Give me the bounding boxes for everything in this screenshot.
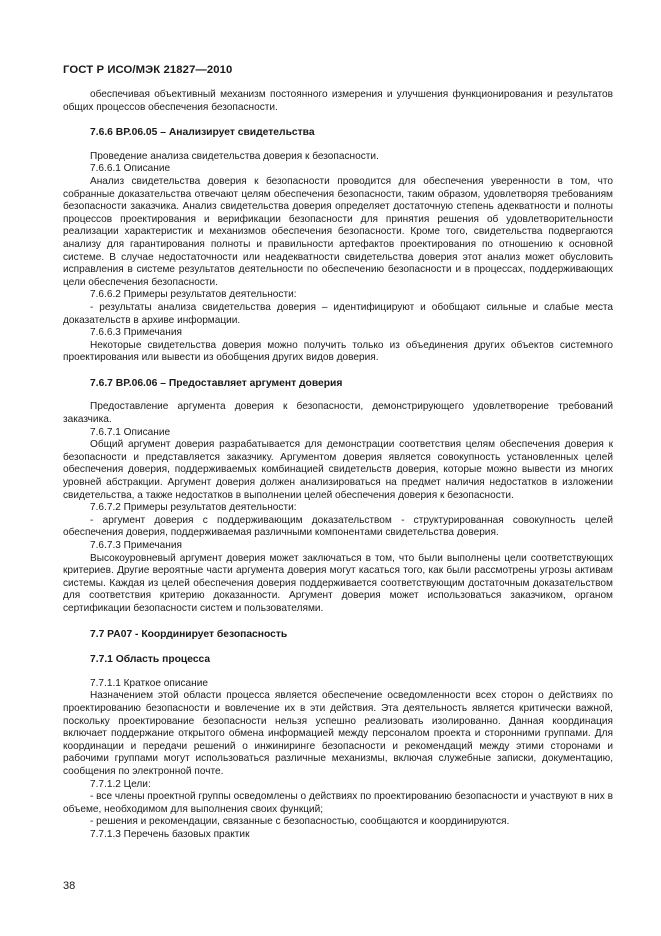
example-item-7-6-6-2: - результаты анализа свидетельства доверия – идентифицируют и обобщают сильные и слабые места доказательств в архиве информации. (63, 301, 613, 326)
notes-7-6-7-3: Высокоуровневый аргумент доверия может заключаться в том, что были выполнены цели соответствующих критериев. Другие вероятные части аргумента доверия могут касаться того, как были рассмотрены угрозы активам системы. Каждая из целей обеспечения доверия поддерживается соответствующим достаточным доказательством для соответствия критерию доказанности. Аргумент доверия может использоваться заказчиком, органом сертификации безопасности систем и пользователями. (63, 552, 613, 614)
description-7-6-6-1: Анализ свидетельства доверия к безопасности проводится для обеспечения уверенности в том, что собранные доказательства отвечают целям обеспечения безопасности, таким образом, удовлетворяя требованиям безопасности заказчика. Анализ свидетельства доверия определяет достаточную степень адекватности и полноты процессов проектирования и верификации безопасности для принятия решения об удовлетворительности реализации характеристик и механизмов обеспечения безопасности. Кроме того, свидетельства подвергаются анализу для гарантирования полноты и правильности артефактов проектирования по отношению к основной системе. В случае недостаточности или неадекватности свидетельства доверия этот анализ может обусловить исправления в системе результатов деятельности по обеспечению безопасности и в процессах, поддерживающих цели обеспечения безопасности. (63, 175, 613, 288)
label-7-7-1-1: 7.7.1.1 Краткое описание (90, 677, 208, 689)
page-body (63, 89, 613, 841)
section-summary-7-6-7: Предоставление аргумента доверия к безопасности, демонстрирующего удовлетворение требований заказчика. (63, 401, 613, 426)
label-7-6-7-1: 7.6.7.1 Описание (90, 426, 171, 438)
label-7-6-6-2: 7.6.6.2 Примеры результатов деятельности: (90, 289, 297, 301)
label-7-7-1-3: 7.7.1.3 Перечень базовых практик (90, 828, 250, 840)
goal-item-2: - решения и рекомендации, связанные с безопасностью, сообщаются и координируются. (90, 816, 510, 828)
page-number: 38 (63, 880, 76, 892)
section-heading-7-6-6: 7.6.6 BP.06.05 – Анализирует свидетельства (90, 127, 315, 139)
notes-7-6-6-3: Некоторые свидетельства доверия можно получить только из объединения других объектов системного проектирования или вывести из обобщения других видов доверия. (63, 339, 613, 364)
label-7-6-6-3: 7.6.6.3 Примечания (90, 327, 182, 339)
intro-paragraph: обеспечивая объективный механизм постоянного измерения и улучшения функционирования и результатов общих процессов обеспечения безопасности. (63, 89, 613, 113)
label-7-6-7-2: 7.6.7.2 Примеры результатов деятельности: (90, 502, 297, 514)
goal-item-1: - все члены проектной группы осведомлены о действиях по проектированию безопасности и участвуют в них в объеме, необходимом для выполнения своих функций; (63, 791, 613, 815)
section-heading-7-7-1: 7.7.1 Область процесса (90, 654, 211, 666)
section-summary-7-6-6: Проведение анализа свидетельства доверия к безопасности. (90, 150, 379, 162)
label-7-6-6-1: 7.6.6.1 Описание (90, 163, 171, 175)
description-7-6-7-1: Общий аргумент доверия разрабатывается для демонстрации соответствия целям обеспечения доверия к безопасности и представляется заказчику. Аргументом доверия является совокупность установленных целей обеспечения доверия, поддерживаемых комбинацией свидетельств доверия, которые можно вывести из многих уровней абстракции. Аргумент доверия должен анализироваться на предмет наличия недостатков в изложении свидетельства, а также недостатков в выполнении целей обеспечения доверия к безопасности. (63, 439, 613, 501)
brief-description-7-7-1-1: Назначением этой области процесса является обеспечение осведомленности всех сторон о действиях по проектированию безопасности и вовлечение их в эти действия. Эта деятельность является критически важной, поскольку проектирование безопасности нельзя успешно реализовать изолированно. Данная координация включает поддержание открытого обмена информацией между персоналом проекта и сторонними группами. Для координации и передачи решений о инжиниринге безопасности и рекомендаций между этими сторонами и рабочими группами могут использоваться различные механизмы, включая служебные записки, документацию, сообщения по электронной почте. (63, 690, 613, 777)
label-7-6-7-3: 7.6.7.3 Примечания (90, 540, 182, 551)
label-7-7-1-2: 7.7.1.2 Цели: (90, 778, 151, 790)
section-heading-7-6-7: 7.6.7 BP.06.06 – Предоставляет аргумент доверия (90, 377, 343, 389)
section-heading-7-7: 7.7 PA07 - Координирует безопасность (90, 628, 288, 640)
example-item-7-6-7-2: - аргумент доверия с поддерживающим доказательством - структурированная совокупность целей обеспечения доверия, поддерживаемая различными компонентами свидетельства доверия. (63, 514, 613, 539)
standard-header: ГОСТ Р ИСО/МЭК 21827—2010 (63, 64, 233, 76)
